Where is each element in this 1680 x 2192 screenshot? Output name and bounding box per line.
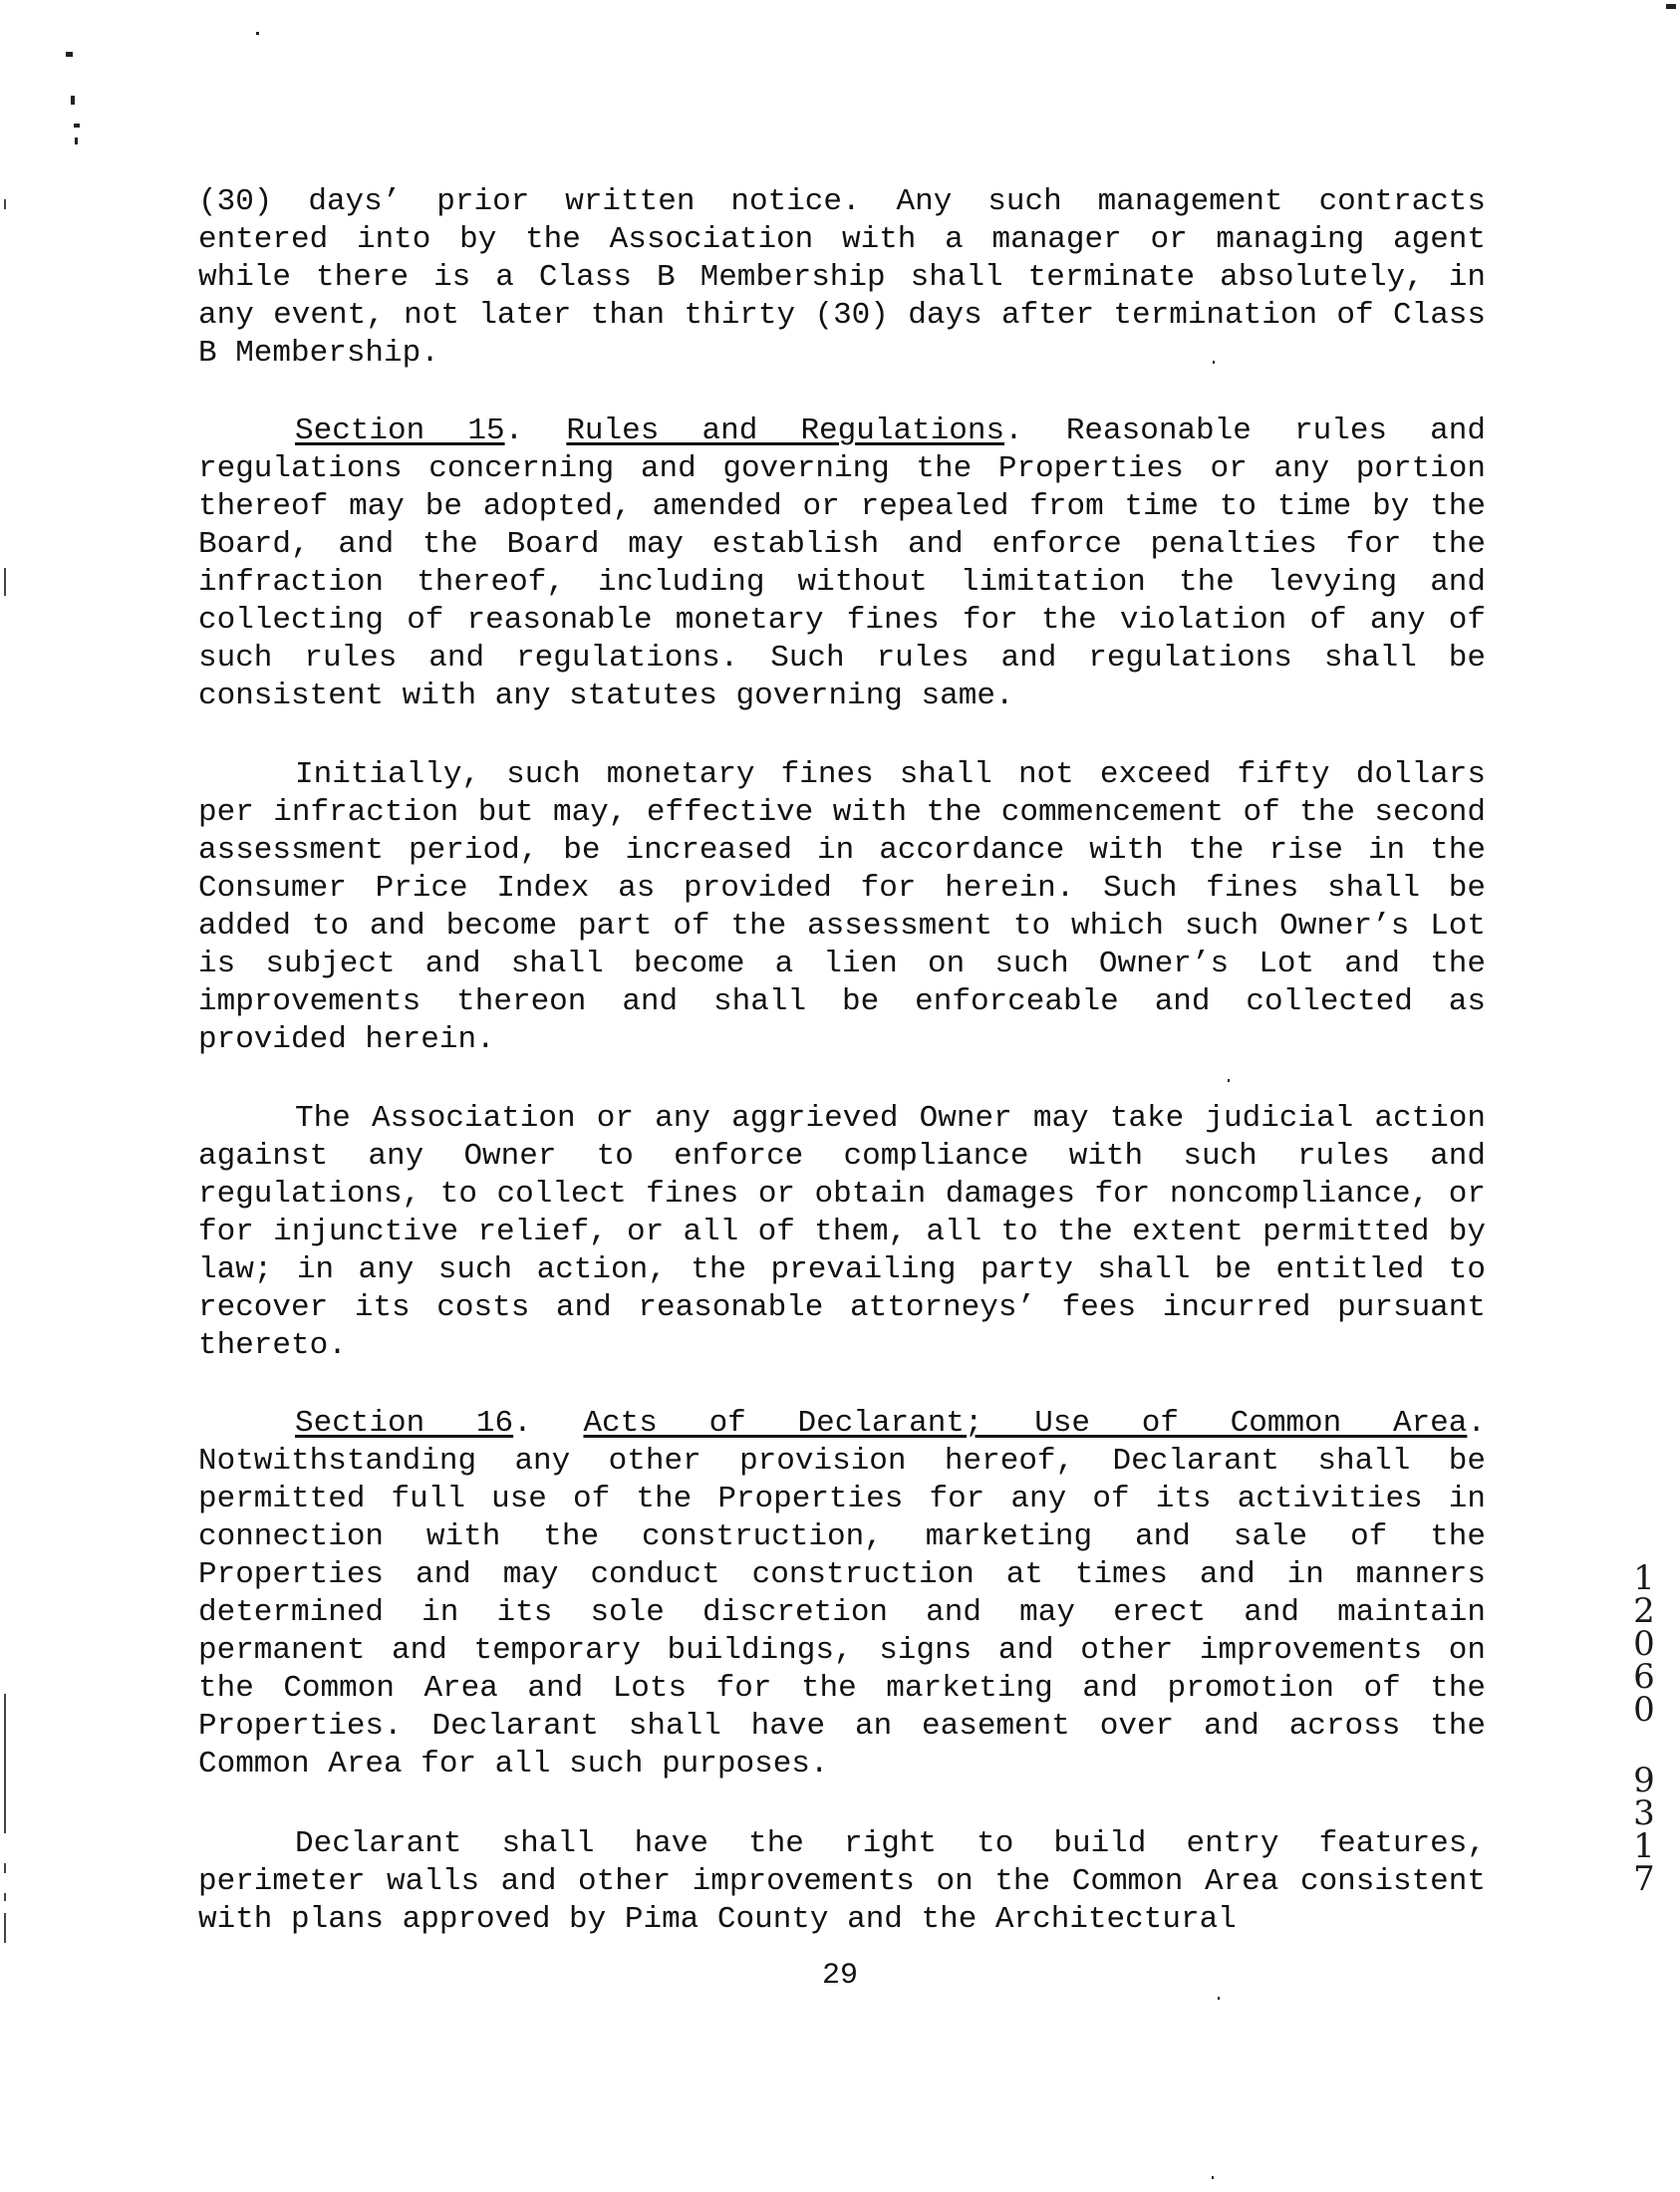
- section-15-paragraph: Section 15. Rules and Regulations. Reasonable rules and regulations concerning and governing the Properties or any portion thereof may be adopted, amended or repealed from time to time by the Board, and the Board may establish and enforce penalties for the infraction thereof, including without limitation the levying and collecting of reasonable monetary fines for the violation of any of such rules and regulations. Such rules and regulations shall be consistent with any statutes governing same.: [198, 413, 1486, 713]
- section-16-label: Section 16: [295, 1406, 514, 1441]
- paragraph-entry-features: Declarant shall have the right to build entry features, perimeter walls and other improvements on the Common Area consistent with plans approved by Pima County and the Architectural: [198, 1826, 1486, 1937]
- scan-speck: [1212, 2176, 1214, 2179]
- stamp-digit: 6: [1633, 1657, 1655, 1697]
- scan-edge-mark: [4, 1863, 6, 1873]
- scan-edge-mark: [4, 1694, 6, 1833]
- scan-speck: [74, 124, 80, 128]
- paragraph-judicial-action: The Association or any aggrieved Owner may take judicial action against any Owner to enforce compliance with such rules and regulations, to collect fines or obtain damages for noncompliance, or for injunctive relief, or all of them, all to the extent permitted by law; in any such action, the prevailing party shall be entitled to recover its costs and reasonable attorneys’ fees incurred pursuant thereto.: [198, 1101, 1486, 1363]
- page-number: 29: [821, 1959, 858, 1993]
- paragraph-monetary-fines: Initially, such monetary fines shall not exceed fifty dollars per infraction but may, effective with the commencement of the second assessment period, be increased in accordance with the rise in the Consumer Price Index as provided for herein. Such fines shall be added to and become part of the assessment to which such Owner’s Lot is subject and shall become a lien on such Owner’s Lot and the improvements thereon and shall be enforceable and collected as provided herein.: [198, 757, 1486, 1057]
- scan-speck: [1228, 1079, 1230, 1082]
- stamp-digit: 2: [1633, 1591, 1655, 1631]
- stamp-digit: 0: [1633, 1624, 1655, 1664]
- paragraph-management-contracts: (30) days’ prior written notice. Any such management contracts entered into by the Association with a manager or managing agent while there is a Class B Membership shall terminate absolutely, in any event, not later than thirty (30) days after termination of Class B Membership.: [198, 184, 1486, 371]
- section-15-body: Reasonable rules and regulations concerning and governing the Properties or any portion thereof may be adopted, amended or repealed from time to time by the Board, and the Board may establish and enforce penalties for the infraction thereof, including without limitation the levying and collecting of reasonable monetary fines for the violation of any of such rules and regulations. Such rules and regulations shall be consistent with any statutes governing same.: [198, 413, 1486, 713]
- scan-speck: [1218, 1997, 1220, 2000]
- recording-number-stamp: [1624, 1558, 1664, 1899]
- scan-speck: [66, 52, 73, 57]
- scan-speck: [1666, 4, 1676, 9]
- scan-edge-mark: [4, 1893, 6, 1901]
- section-16-title: Acts of Declarant; Use of Common Area: [583, 1406, 1468, 1441]
- scan-speck: [256, 32, 259, 35]
- section-15-label: Section 15: [295, 413, 505, 448]
- stamp-digit: 1: [1633, 1826, 1655, 1866]
- stamp-digit: 3: [1633, 1793, 1655, 1833]
- scan-speck: [71, 96, 75, 105]
- stamp-digit: 7: [1633, 1859, 1655, 1899]
- scan-edge-mark: [4, 568, 6, 596]
- section-15-title: Rules and Regulations: [566, 413, 1005, 448]
- stamp-digit: 0: [1633, 1690, 1655, 1730]
- section-16-paragraph: Section 16. Acts of Declarant; Use of Common Area. Notwithstanding any other provision hereof, Declarant shall be permitted full use of the Properties for any of its activities in connection with the construction, marketing and sale of the Properties and may conduct construction at times and in manners determined in its sole discretion and may erect and maintain permanent and temporary buildings, signs and other improvements on the Common Area and Lots for the marketing and promotion of the Properties. Declarant shall have an easement over and across the Common Area for all such purposes.: [198, 1406, 1486, 1781]
- stamp-digit: 9: [1633, 1761, 1655, 1800]
- stamp-gap: [1624, 1727, 1664, 1765]
- scan-edge-mark: [4, 199, 6, 209]
- scan-speck: [75, 137, 78, 144]
- stamp-digit: 1: [1633, 1558, 1655, 1598]
- section-16-body: Notwithstanding any other provision hereof, Declarant shall be permitted full use of the Properties for any of its activities in connection with the construction, marketing and sale of the Properties and may conduct construction at times and in manners determined in its sole discretion and may erect and maintain permanent and temporary buildings, signs and other improvements on the Common Area and Lots for the marketing and promotion of the Properties. Declarant shall have an easement over and across the Common Area for all such purposes.: [198, 1444, 1486, 1781]
- scan-edge-mark: [4, 1913, 6, 1943]
